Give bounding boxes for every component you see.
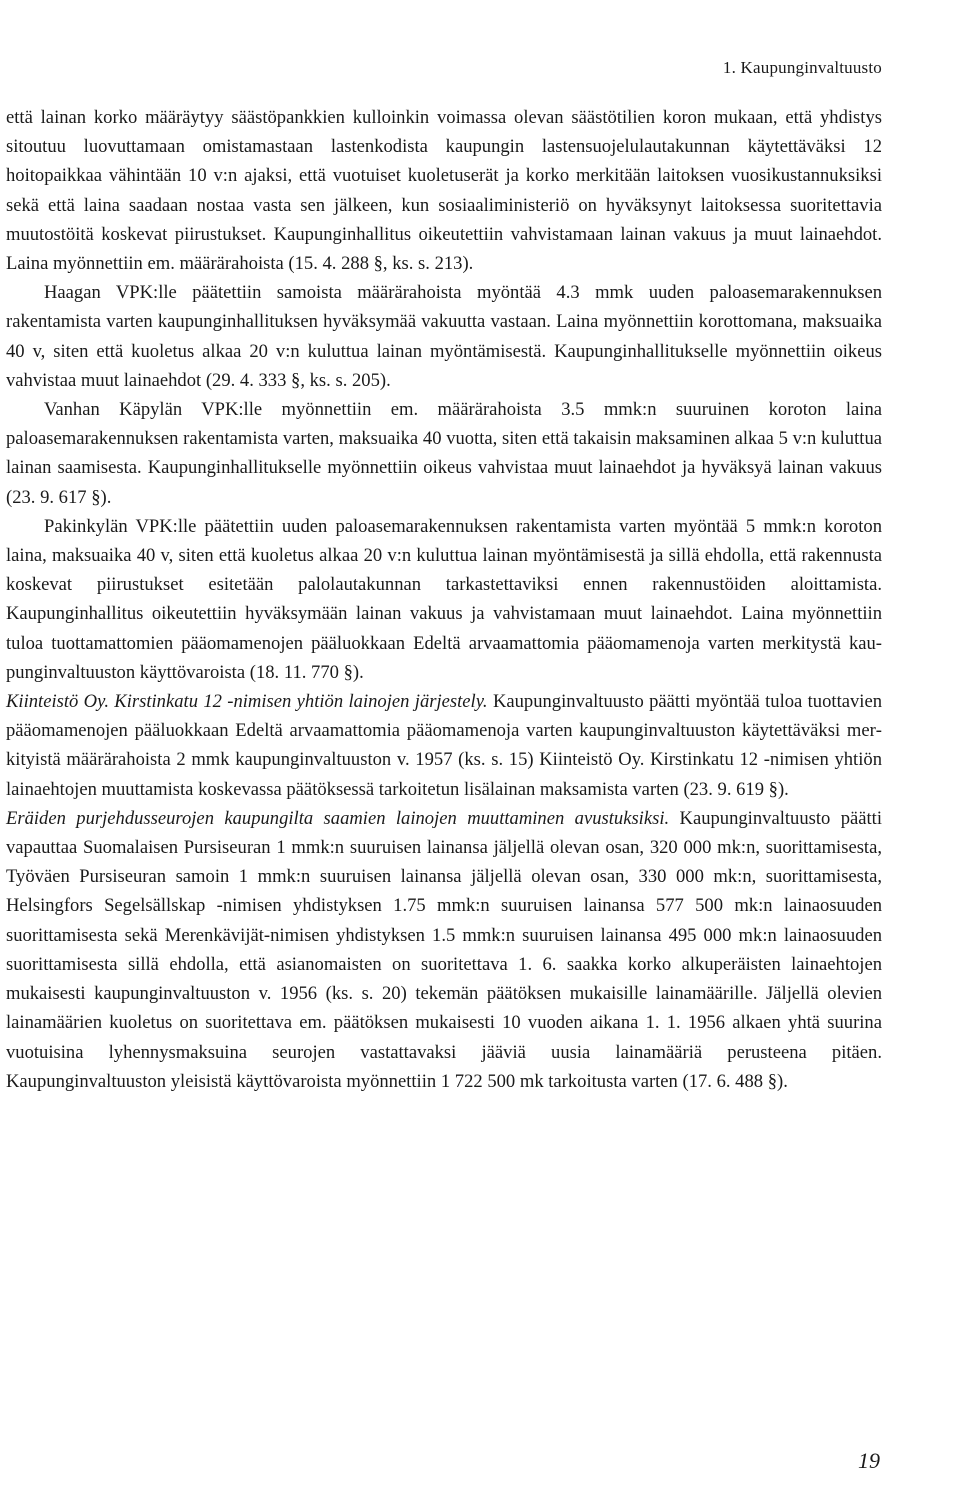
running-head: 1. Kaupunginvaltuusto (722, 58, 882, 77)
body-text (6, 103, 882, 1096)
paragraph-pakinkyla-vpk: Pakinkylän VPK:lle päätettiin uuden paloasemarakennuksen rakentamista varten myöntää 5 mmk:n koroton laina, maksuaika 40 v, siten että kuoletus alkaa 20 v:n kuluttua lainan myöntämisestä ja sillä ehdolla, että rakennusta koskevat piirustukset esitetään palolautakunnan tarkastettaviksi ennen rakennustöiden aloittamista. Kaupunginhallitus oikeutettiin hyväksymään lainan vakuus ja vahvistamaan muut lainaehdot. Laina myönnettiin tuloa tuottamattomien pääomamenojen pääluokkaan Edeltä arvaamattomia pääomamenoja varten merkitystä kaupunginvaltuuston käyttövaroista (18. 11. 770 §). (6, 515, 882, 683)
paragraph-sailing-clubs (6, 804, 882, 1096)
paragraph-sailing-clubs-text: Kaupunginvaltuusto päätti vapauttaa Suomalaisen Pursiseuran 1 mmk:n suuruisen lainansa jäljellä olevan osan, 320 000 mk:n, suorittamisesta, Työväen Pursiseuran samoin 1 mmk:n suuruisen lainansa jäljellä olevan osan, 330 000 mk:n, suorittamisesta, Helsingfors Segelsällskap -nimisen yhdistyksen 1.75 mmk:n suuruisen lainansa 577 500 mk:n lainaosuuden suorittamisesta sekä Merenkävijät-nimisen yhdistyksen 1.5 mmk:n suuruisen lainansa 495 000 mk:n lainaosuuden suorittamisesta sillä ehdolla, että asianomaisten on suoritettava 1. 6. saakka korko alkuperäisten lainaehtojen mukaisesti kaupunginvaltuuston v. 1956 (ks. s. 20) tekemän päätöksen mukaisille lainamäärille. Jäljellä olevien lainamäärien kuoletus on suoritettava em. päätöksen mukaisesti 10 vuoden aikana 1. 1. 1956 alkaen yhtä suurina vuotuisina lyhennysmaksuina seurojen vastattavaksi jääviä uusia lainamääriä perusteena pitäen. Kaupunginvaltuuston yleisistä käyttövaroista myönnettiin 1 722 500 mk tarkoitusta varten (17. 6. 488 §). (6, 807, 882, 1092)
paragraph-vanha-kapyla-vpk: Vanhan Käpylän VPK:lle myönnettiin em. määrärahoista 3.5 mmk:n suuruinen koroton laina paloasemarakennuksen rakentamista varten, maksuaika 40 vuotta, siten että takaisin maksaminen alkaa 5 v:n kuluttua lainan saamisesta. Kaupunginhallitukselle myönnettiin oikeus vahvistaa muut lainaehdot ja hyväksyä lainan vakuus (23. 9. 617 §). (6, 399, 882, 508)
section-heading-sailing-clubs: Eräiden purjehdusseurojen kaupungilta saamien lainojen muuttaminen avustuksiksi. (6, 807, 670, 829)
paragraph-loan-conditions: että lainan korko määräytyy säästöpankkien kulloinkin voimassa olevan säästötilien koron mukaan, että yhdistys sitoutuu luovuttamaan omistamastaan lastenkodista kaupungin lastensuojelulautakunnan käytettäväksi 12 hoitopaikkaa vähintään 10 v:n ajaksi, että vuotuiset kuoletuserät ja korko merkitään laitoksen vuosikustannuksiksi sekä että laina saadaan nostaa vasta sen jälkeen, kun sosiaaliministeriö on hyväksynyt laitoksessa suoritettavia muutostöitä koskevat piirustukset. Kaupunginhallitus oikeutettiin vahvistamaan lainan vakuus ja muut lainaehdot. Laina myönnettiin em. määrärahoista (15. 4. 288 §, ks. s. 213). (6, 107, 882, 275)
paragraph-kirstinkatu-text: Kaupunginvaltuusto päätti myöntää tuloa tuottavien pääomamenojen pääluokkaan Edeltä arvaamattomia pääomamenoja varten kaupunginvaltuuston käytettäväksi merkityistä määrärahoista 2 mmk kaupunginvaltuuston v. 1957 (ks. s. 15) Kiinteistö Oy. Kirstinkatu 12 -nimisen yhtiön lainaehtojen muuttamista koskevassa päätöksessä tarkoitetun lisälainan maksamista varten (23. 9. 619 §). (6, 691, 882, 800)
page-number: 19 (858, 1448, 880, 1473)
paragraph-haaga-vpk: Haagan VPK:lle päätettiin samoista määrärahoista myöntää 4.3 mmk uuden paloasemarakennuksen rakentamista varten kaupunginhallituksen hyväksymää vakuutta vastaan. Laina myönnettiin korottomana, maksuaika 40 v, siten että kuoletus alkaa 20 v:n kuluttua lainan myöntämisestä. Kaupunginhallitukselle myönnettiin oikeus vahvistaa muut lainaehdot (29. 4. 333 §, ks. s. 205). (6, 282, 882, 391)
section-heading-kirstinkatu: Kiinteistö Oy. Kirstinkatu 12 -nimisen yhtiön lainojen järjestely. (6, 691, 488, 713)
paragraph-kirstinkatu (6, 687, 882, 804)
